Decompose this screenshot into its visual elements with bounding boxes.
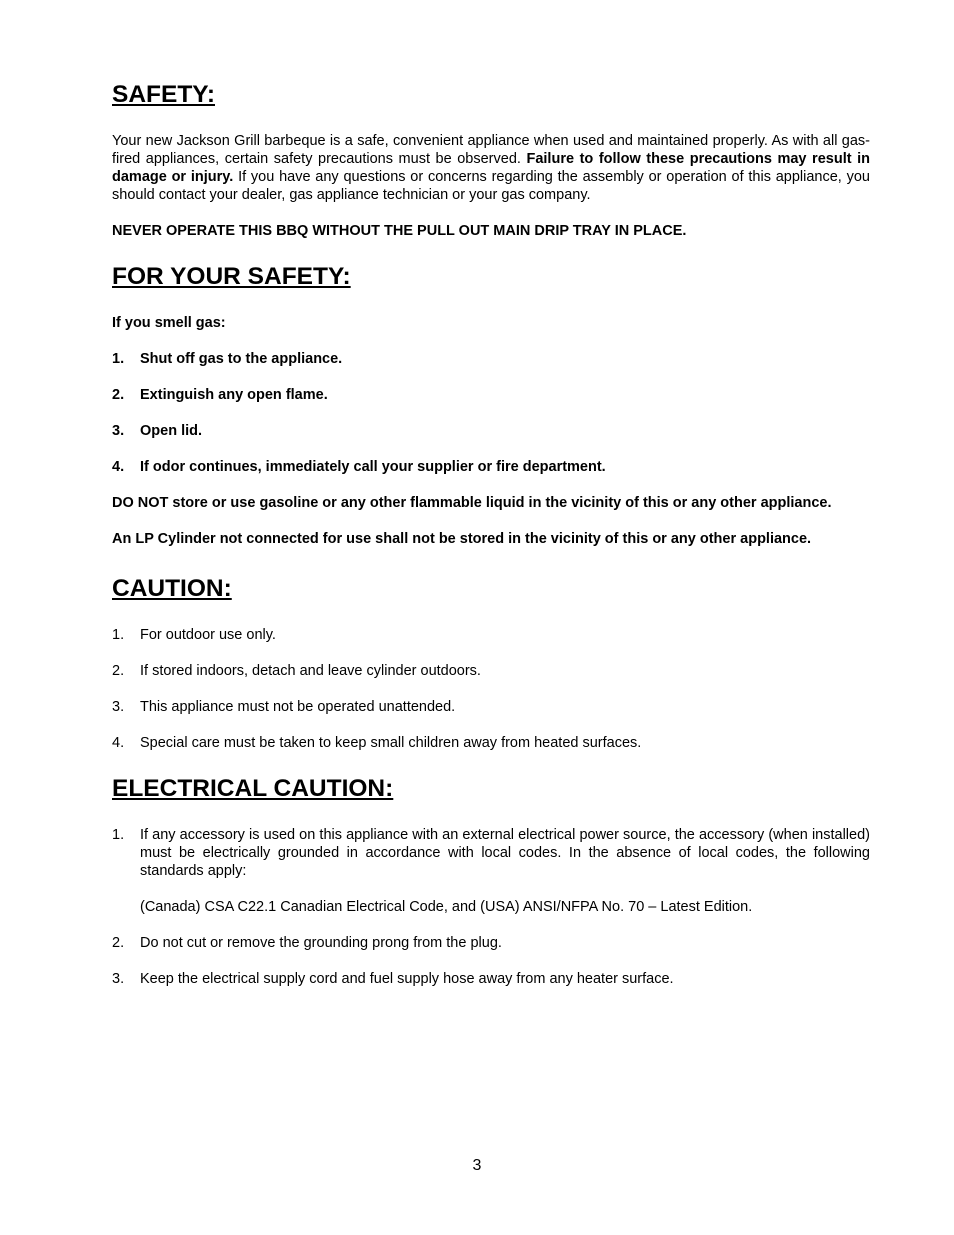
caution-list bbox=[112, 626, 870, 752]
for-your-safety-heading: FOR YOUR SAFETY: bbox=[112, 263, 351, 290]
list-item: 3. Open lid. bbox=[112, 423, 203, 439]
page-number: 3 bbox=[472, 1157, 482, 1174]
gas-smell-steps-list bbox=[112, 350, 870, 476]
list-item: 2. Extinguish any open flame. bbox=[112, 387, 328, 403]
safety-intro-bold: Failure to follow these precautions may result in damage or injury. bbox=[112, 151, 870, 185]
electrical-caution-list bbox=[112, 826, 870, 880]
electrical-caution-heading: ELECTRICAL CAUTION: bbox=[112, 775, 394, 802]
list-item: 4. If odor continues, immediately call your supplier or fire department. bbox=[112, 459, 606, 475]
safety-intro-text-1: Your new Jackson Grill barbeque is a safe, convenient appliance when used and maintained properly. As with all gas-fired appliances, certain safety precautions must be observed. bbox=[112, 133, 870, 167]
drip-tray-warning: NEVER OPERATE THIS BBQ WITHOUT THE PULL OUT MAIN DRIP TRAY IN PLACE. bbox=[112, 223, 687, 239]
list-item: 3. Keep the electrical supply cord and fuel supply hose away from any heater surface. bbox=[112, 971, 674, 987]
list-item: 2. If stored indoors, detach and leave cylinder outdoors. bbox=[112, 663, 481, 679]
document-page bbox=[112, 80, 870, 988]
list-item: 3. This appliance must not be operated unattended. bbox=[112, 699, 456, 715]
electrical-caution-list-continued bbox=[112, 934, 870, 988]
list-item: 1. Shut off gas to the appliance. bbox=[112, 351, 343, 367]
flammable-liquid-warning: DO NOT store or use gasoline or any other flammable liquid in the vicinity of this or any other appliance. bbox=[112, 495, 832, 511]
smell-gas-intro: If you smell gas: bbox=[112, 315, 226, 331]
list-item: 2. Do not cut or remove the grounding prong from the plug. bbox=[112, 935, 502, 951]
list-item: 1. If any accessory is used on this appliance with an external electrical power source, the accessory (when installed) must be electrically grounded in accordance with local codes. In the absence of local codes, the following standards apply: bbox=[112, 827, 870, 879]
caution-heading: CAUTION: bbox=[112, 575, 232, 602]
list-item: 1. For outdoor use only. bbox=[112, 627, 276, 643]
list-item: 4. Special care must be taken to keep small children away from heated surfaces. bbox=[112, 735, 642, 751]
safety-intro-text-2: If you have any questions or concerns regarding the assembly or operation of this appliance, you should contact your dealer, gas appliance technician or your gas company. bbox=[112, 169, 870, 203]
lp-cylinder-warning: An LP Cylinder not connected for use shall not be stored in the vicinity of this or any other appliance. bbox=[112, 531, 812, 547]
electrical-standards-text: (Canada) CSA C22.1 Canadian Electrical Code, and (USA) ANSI/NFPA No. 70 – Latest Edition. bbox=[140, 899, 753, 915]
safety-intro-paragraph bbox=[112, 132, 870, 204]
safety-heading: SAFETY: bbox=[112, 81, 215, 108]
